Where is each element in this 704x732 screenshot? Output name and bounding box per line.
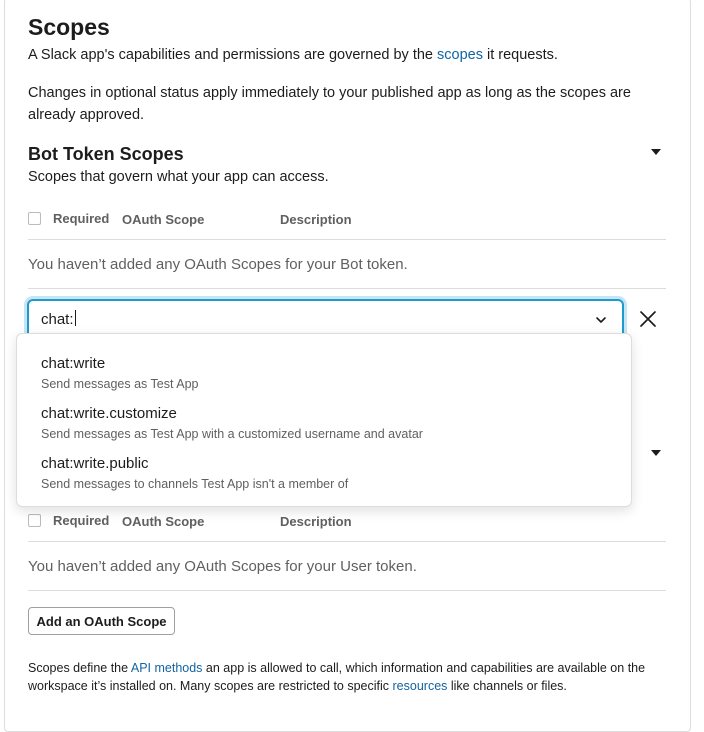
user-scopes-empty-text: You haven’t added any OAuth Scopes for your User token. <box>28 542 666 591</box>
header-description: Description <box>280 514 352 529</box>
resources-link[interactable]: resources <box>392 679 448 693</box>
header-required: Required <box>53 211 110 226</box>
caret-down-icon[interactable] <box>651 149 661 155</box>
option-chat-write-customize[interactable]: chat:write.customize Send messages as Test App with a customized username and avatar <box>41 405 423 441</box>
api-methods-link[interactable]: API methods <box>130 661 203 675</box>
bot-scopes-empty-text: You haven’t added any OAuth Scopes for your Bot token. <box>28 240 666 289</box>
chevron-down-icon[interactable] <box>594 313 608 327</box>
required-checkbox[interactable] <box>28 514 41 527</box>
header-oauth-scope: OAuth Scope <box>122 212 205 227</box>
required-checkbox[interactable] <box>28 212 41 225</box>
caret-down-icon[interactable] <box>651 450 661 456</box>
scopes-footer-text: Scopes define the API methods an app is allowed to call, which information and capabilities are available on the workspace it’s installed on. Many scopes are restricted to specific resources like channels or files. <box>28 661 646 693</box>
intro-text: A Slack app's capabilities and permissions are governed by the scopes it requests. <box>28 47 558 63</box>
bot-token-scopes-subtitle: Scopes that govern what your app can access. <box>28 169 329 185</box>
header-required: Required <box>53 513 110 528</box>
option-chat-write-public[interactable]: chat:write.public Send messages to channels Test App isn't a member of <box>41 455 349 491</box>
header-oauth-scope: OAuth Scope <box>122 514 205 529</box>
user-scopes-table-header <box>28 510 666 542</box>
optional-status-note: Changes in optional status apply immediately to your published app as long as the scopes are already approved. <box>28 85 631 123</box>
bot-token-scopes-title: Bot Token Scopes <box>28 144 184 164</box>
option-chat-write[interactable]: chat:write Send messages as Test App <box>41 355 199 391</box>
scope-search-input[interactable]: chat: <box>41 311 74 328</box>
scopes-link[interactable]: scopes <box>437 47 483 63</box>
add-oauth-scope-button[interactable]: Add an OAuth Scope <box>28 607 175 635</box>
bot-scopes-table-header <box>28 208 666 240</box>
text-cursor <box>75 310 76 326</box>
scope-options-dropdown <box>16 333 632 507</box>
header-description: Description <box>280 212 352 227</box>
close-icon[interactable] <box>636 307 660 331</box>
page-title: Scopes <box>28 14 110 40</box>
